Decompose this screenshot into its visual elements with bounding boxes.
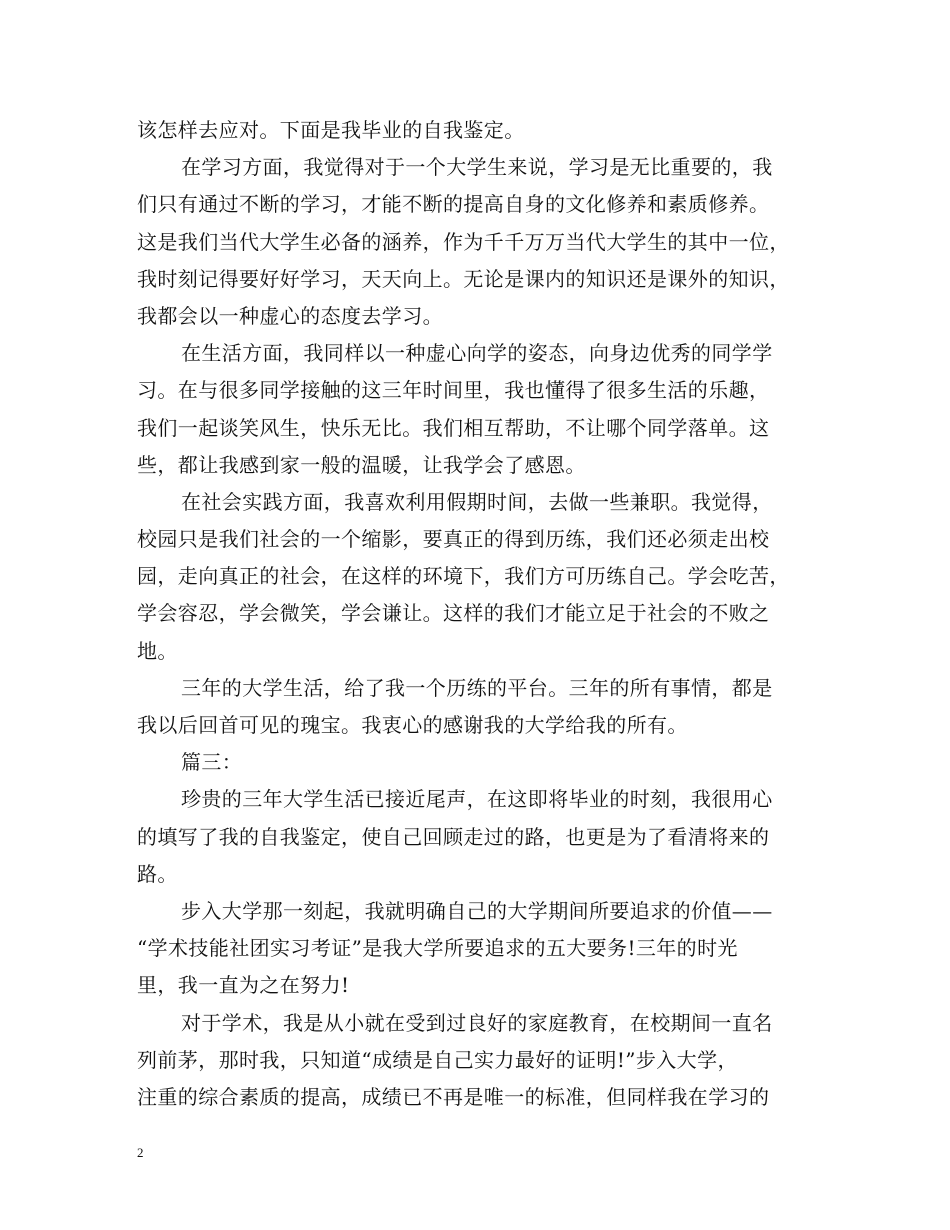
- text-line: 在社会实践方面，我喜欢利用假期时间，去做一些兼职。我觉得，: [181, 489, 773, 514]
- text-line: 学会容忍，学会微笑，学会谦让。这样的我们才能立足于社会的不败之: [137, 601, 770, 626]
- text-line: 这是我们当代大学生必备的涵养，作为千千万万当代大学生的其中一位，: [137, 229, 790, 254]
- text-line: 三年的大学生活，给了我一个历练的平台。三年的所有事情，都是: [181, 675, 773, 700]
- text-line: 我们一起谈笑风生，快乐无比。我们相互帮助，不让哪个同学落单。这: [137, 415, 770, 440]
- text-line: 对于学术，我是从小就在受到过良好的家庭教育，在校期间一直名: [181, 1010, 773, 1035]
- text-line: 我以后回首可见的瑰宝。我衷心的感谢我的大学给我的所有。: [137, 713, 688, 737]
- text-line: 校园只是我们社会的一个缩影，要真正的得到历练，我们还必须走出校: [137, 527, 770, 552]
- text-line: 我时刻记得要好好学习，天天向上。无论是课内的知识还是课外的知识，: [137, 266, 790, 291]
- text-line: 珍贵的三年大学生活已接近尾声，在这即将毕业的时刻，我很用心: [181, 787, 773, 812]
- text-line: 该怎样去应对。下面是我毕业的自我鉴定。: [137, 118, 525, 142]
- text-line: 步入大学那一刻起，我就明确自己的大学期间所要追求的价值——: [181, 898, 773, 923]
- body-text: [137, 112, 827, 1116]
- page-number: 2: [137, 1145, 144, 1160]
- text-line: 在学习方面，我觉得对于一个大学生来说，学习是无比重要的，我: [181, 155, 773, 180]
- text-line: 在生活方面，我同样以一种虚心向学的姿态，向身边优秀的同学学: [181, 341, 773, 366]
- text-line: 里，我一直为之在努力!: [137, 973, 350, 998]
- text-line: 些，都让我感到家一般的温暖，让我学会了感恩。: [137, 452, 586, 477]
- text-line: 的填写了我的自我鉴定，使自己回顾走过的路，也更是为了看清将来的: [137, 824, 770, 849]
- text-line: 地。: [137, 638, 178, 663]
- text-line: 习。在与很多同学接触的这三年时间里，我也懂得了很多生活的乐趣，: [137, 378, 770, 403]
- text-line: 篇三：: [181, 750, 243, 775]
- text-line: 园，走向真正的社会，在这样的环境下，我们方可历练自己。学会吃苦，: [137, 564, 790, 589]
- text-line: 我都会以一种虚心的态度去学习。: [137, 303, 443, 328]
- text-line: “学术技能社团实习考证”是我大学所要追求的五大要务!三年的时光: [137, 936, 738, 961]
- text-line: 注重的综合素质的提高，成绩已不再是唯一的标准，但同样我在学习的: [137, 1084, 770, 1109]
- text-line: 路。: [137, 861, 178, 886]
- text-line: 们只有通过不断的学习，才能不断的提高自身的文化修养和素质修养。: [137, 192, 770, 217]
- text-line: 列前茅，那时我，只知道“成绩是自己实力最好的证明!”步入大学，: [137, 1047, 738, 1072]
